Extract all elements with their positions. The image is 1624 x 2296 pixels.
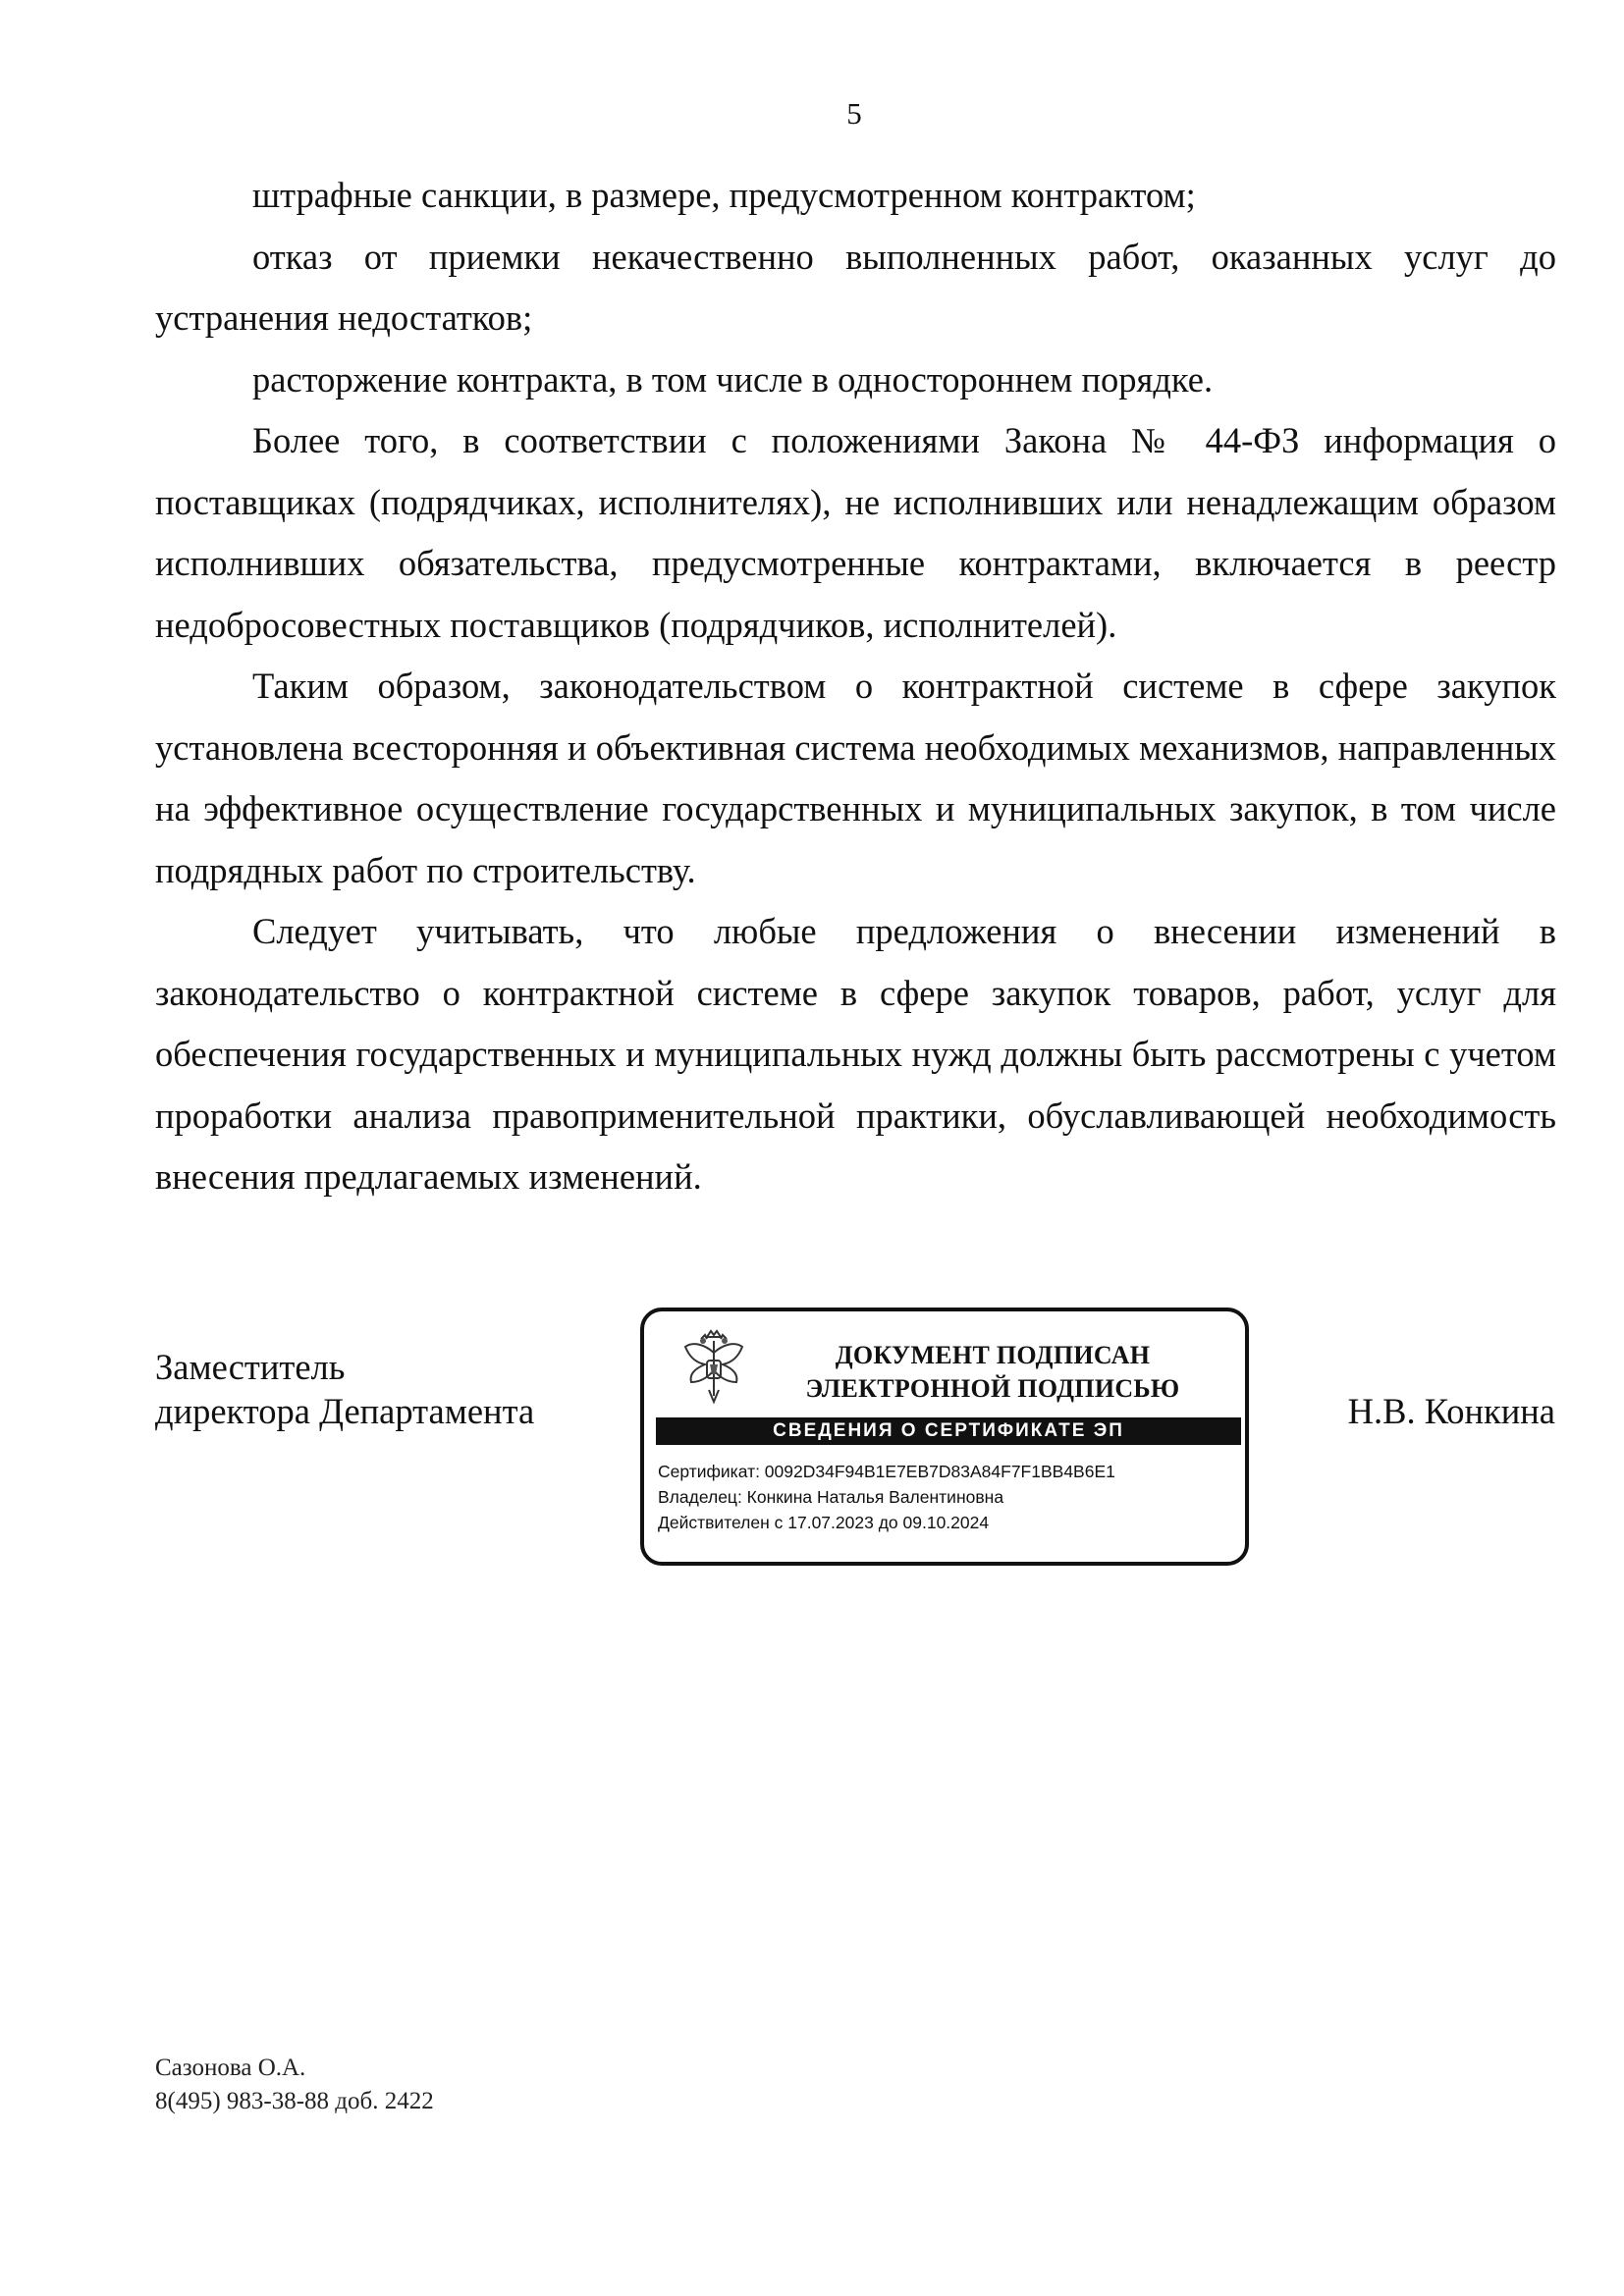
signatory-role-line1: Заместитель (155, 1347, 346, 1387)
stamp-title-line2: ЭЛЕКТРОННОЙ ПОДПИСЬЮ (805, 1374, 1180, 1403)
russian-coat-of-arms-icon (683, 1327, 744, 1406)
signatory-role (155, 1345, 534, 1433)
paragraph-proposals: Следует учитывать, что любые предложения о внесении изменений в законодательство о контрактной системе в сфере закупок товаров, работ, услуг для обеспечения государственных и муниципальных нужд должны быть рассмотрены с учетом проработки анализа правоприменительной практики, обуславливающей необходимость внесения предлагаемых изменений. (155, 911, 1556, 1197)
certificate-owner: Владелец: Конкина Наталья Валентиновна (658, 1487, 1004, 1507)
electronic-signature-stamp (640, 1308, 1249, 1566)
executor-name: Сазонова О.А. (155, 2055, 306, 2081)
stamp-title (752, 1339, 1233, 1406)
executor-phone: 8(495) 983-38-88 доб. 2422 (155, 2088, 434, 2114)
paragraph-registry: Более того, в соответствии с положениями Закона № 44-ФЗ информация о поставщиках (подрядчиках, исполнителях), не исполнивших или ненадлежащим образом исполнивших обязательства, предусмотренные контрактами, включается в реестр недобросовестных поставщиков (подрядчиков, исполнителей). (155, 420, 1556, 645)
signatory-name: Н.В. Конкина (1347, 1391, 1555, 1431)
certificate-info-bar: СВЕДЕНИЯ О СЕРТИФИКАТЕ ЭП (656, 1417, 1241, 1445)
certificate-number: Сертификат: 0092D34F94B1E7EB7D83A84F7F1BB4B6E1 (658, 1462, 1115, 1481)
executor-contact (155, 2052, 434, 2118)
paragraph-penalties: штрафные санкции, в размере, предусмотренном контрактом; (252, 175, 1196, 215)
certificate-validity: Действителен с 17.07.2023 до 09.10.2024 (658, 1513, 990, 1532)
page-number: 5 (846, 96, 862, 131)
paragraph-refusal: отказ от приемки некачественно выполненных работ, оказанных услуг до устранения недостатков; (155, 236, 1556, 338)
signatory-role-line2: директора Департамента (155, 1391, 535, 1431)
certificate-details (658, 1459, 1115, 1535)
stamp-title-line1: ДОКУМЕНТ ПОДПИСАН (835, 1341, 1151, 1369)
letter-body (155, 165, 1556, 1208)
paragraph-conclusion: Таким образом, законодательством о контрактной системе в сфере закупок установлена всесторонняя и объективная система необходимых механизмов, направленных на эффективное осуществление государственных и муниципальных закупок, в том числе подрядных работ по строительству. (155, 666, 1556, 890)
paragraph-termination: расторжение контракта, в том числе в одностороннем порядке. (252, 358, 1214, 400)
